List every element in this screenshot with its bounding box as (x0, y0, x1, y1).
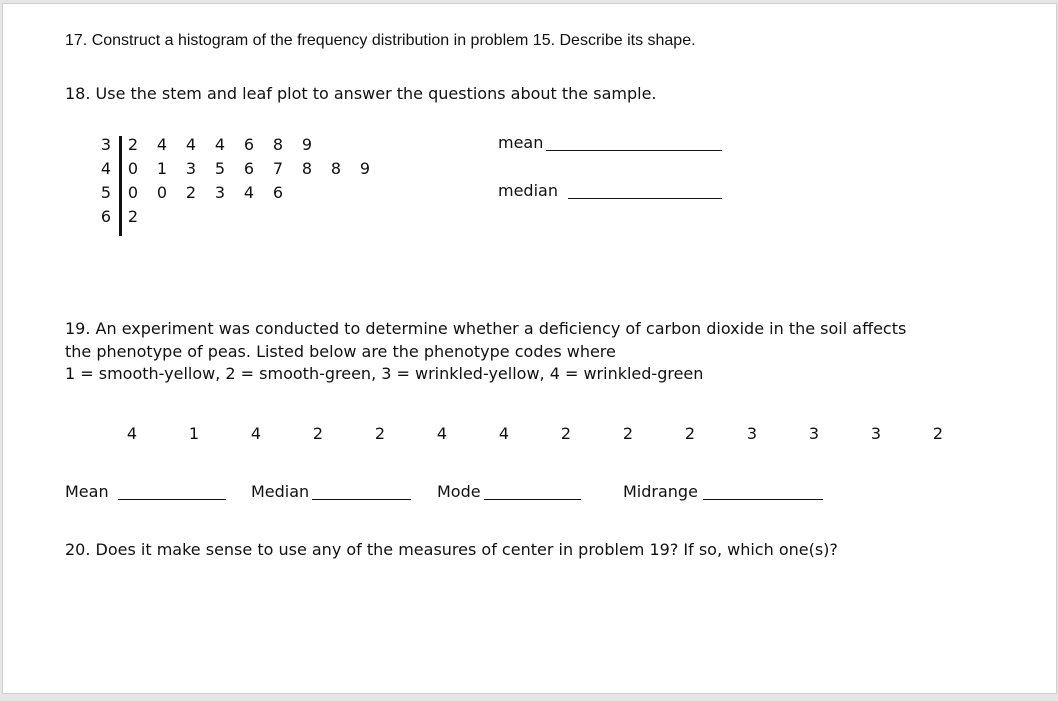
leaf: 7 (272, 159, 284, 178)
value: 2 (374, 424, 386, 443)
leaf: 4 (156, 135, 168, 154)
leaf: 0 (127, 183, 139, 202)
leaf: 5 (214, 159, 226, 178)
leaf: 9 (301, 135, 313, 154)
leaf: 2 (185, 183, 197, 202)
value: 4 (126, 424, 138, 443)
question-19-line-1: 19. An experiment was conducted to determine whether a deficiency of carbon dioxide in the soil affects (65, 319, 907, 338)
question-19-line-2: the phenotype of peas. Listed below are the phenotype codes where (65, 341, 616, 361)
value: 3 (746, 424, 758, 443)
stem-5: 5 (100, 183, 111, 202)
stem-3: 3 (100, 135, 111, 154)
worksheet-page (2, 3, 1057, 694)
mode-answer-blank-19[interactable] (484, 499, 581, 500)
median-label-18: median (498, 181, 558, 200)
question-19-line-3: 1 = smooth-yellow, 2 = smooth-green, 3 = wrinkled-yellow, 4 = wrinkled-green (65, 364, 704, 383)
leaf: 4 (243, 183, 255, 202)
value: 3 (870, 424, 882, 443)
leaf: 1 (156, 159, 168, 178)
mean-label-18: mean (498, 133, 544, 152)
leaf: 2 (127, 207, 139, 226)
question-17: 17. Construct a histogram of the frequency distribution in problem 15. Describe its shape. (65, 32, 696, 49)
leaf: 3 (185, 159, 197, 178)
leaf: 8 (330, 159, 342, 178)
mean-answer-blank-19[interactable] (118, 499, 226, 500)
leaf: 4 (185, 135, 197, 154)
value: 3 (808, 424, 820, 443)
value: 2 (622, 424, 634, 443)
leaf: 3 (214, 183, 226, 202)
leaf: 8 (272, 135, 284, 154)
value: 2 (684, 424, 696, 443)
leaf: 6 (243, 135, 255, 154)
midrange-label-19: Midrange (623, 482, 698, 501)
leaf: 9 (359, 159, 371, 178)
value: 4 (436, 424, 448, 443)
median-answer-blank-18[interactable] (568, 198, 722, 199)
leaf: 0 (156, 183, 168, 202)
median-label-19: Median (251, 482, 310, 501)
leaf: 6 (272, 183, 284, 202)
leaf: 0 (127, 159, 139, 178)
midrange-answer-blank-19[interactable] (703, 499, 823, 500)
question-19 (65, 318, 906, 386)
mean-label-19: Mean (65, 482, 109, 501)
median-answer-blank-19[interactable] (312, 499, 411, 500)
value: 2 (560, 424, 572, 443)
leaf: 4 (214, 135, 226, 154)
value: 4 (250, 424, 262, 443)
mode-label-19: Mode (437, 482, 481, 501)
value: 4 (498, 424, 510, 443)
stem-6: 6 (100, 207, 111, 226)
stem-4: 4 (100, 159, 111, 178)
value: 1 (188, 424, 200, 443)
leaf: 8 (301, 159, 313, 178)
value: 2 (312, 424, 324, 443)
value: 2 (932, 424, 944, 443)
mean-answer-blank-18[interactable] (546, 150, 722, 151)
question-18: 18. Use the stem and leaf plot to answer the questions about the sample. (65, 84, 657, 103)
leaf: 2 (127, 135, 139, 154)
leaf: 6 (243, 159, 255, 178)
question-20: 20. Does it make sense to use any of the measures of center in problem 19? If so, which one(s)? (65, 540, 838, 559)
